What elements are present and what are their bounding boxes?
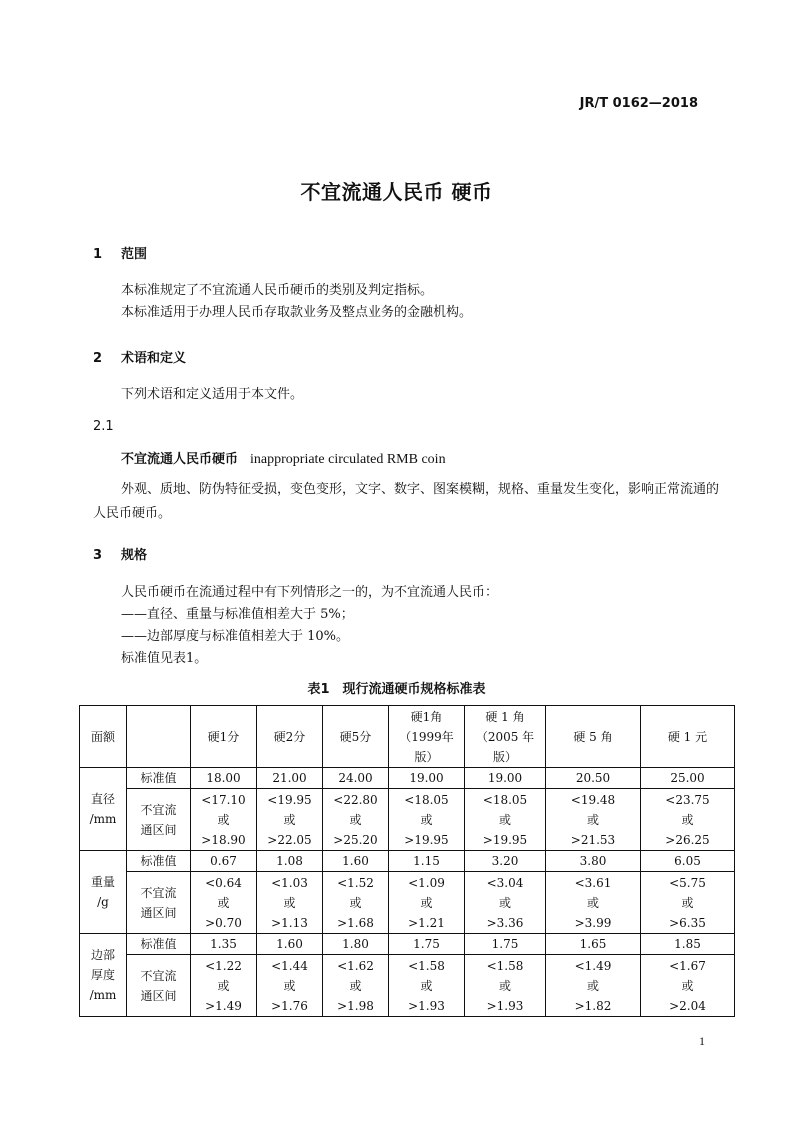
table-row-range bbox=[80, 955, 735, 1017]
header-coin: 硬1角 （1999年 版） bbox=[389, 706, 465, 768]
range-value: <19.48 或 >21.53 bbox=[546, 789, 641, 851]
range-value: <1.03 或 >1.13 bbox=[257, 872, 323, 934]
table-caption: 表1 现行流通硬币规格标准表 bbox=[307, 682, 486, 697]
section-3-heading bbox=[93, 544, 147, 563]
standard-value: 3.80 bbox=[546, 851, 641, 872]
document-title: 不宜流通人民币 硬币 bbox=[300, 180, 493, 204]
range-value: <3.61 或 >3.99 bbox=[546, 872, 641, 934]
header-blank bbox=[127, 706, 191, 768]
standard-value: 1.85 bbox=[641, 934, 735, 955]
standard-value: 25.00 bbox=[641, 768, 735, 789]
standard-value: 1.08 bbox=[257, 851, 323, 872]
standard-value: 1.65 bbox=[546, 934, 641, 955]
spec-paragraph-1: 人民币硬币在流通过程中有下列情形之一的，为不宜流通人民币： bbox=[121, 585, 499, 600]
section-1-heading bbox=[93, 243, 147, 262]
range-value: <1.67 或 >2.04 bbox=[641, 955, 735, 1017]
coin-spec-table bbox=[79, 705, 735, 1017]
spec-paragraph-2: ——直径、重量与标准值相差大于 5%； bbox=[121, 607, 354, 622]
standard-value: 19.00 bbox=[389, 768, 465, 789]
range-value: <5.75 或 >6.35 bbox=[641, 872, 735, 934]
header-denomination: 面额 bbox=[80, 706, 127, 768]
range-value: <3.04 或 >3.36 bbox=[465, 872, 546, 934]
range-value: <17.10 或 >18.90 bbox=[191, 789, 257, 851]
range-value: <1.58 或 >1.93 bbox=[389, 955, 465, 1017]
section-number: 3 bbox=[93, 548, 103, 563]
table-header-row bbox=[80, 706, 735, 768]
range-value: <0.64 或 >0.70 bbox=[191, 872, 257, 934]
range-value: <1.09 或 >1.21 bbox=[389, 872, 465, 934]
term-english: inappropriate circulated RMB coin bbox=[250, 452, 446, 467]
standard-label: 标准值 bbox=[127, 934, 191, 955]
term-definition: 外观、质地、防伪特征受损，变色变形，文字、数字、图案模糊，规格、重量发生变化，影响正常流通的人民币硬币。 bbox=[93, 482, 720, 521]
range-value: <1.22 或 >1.49 bbox=[191, 955, 257, 1017]
section-title: 术语和定义 bbox=[121, 351, 187, 366]
standard-number: JR/T 0162—2018 bbox=[579, 96, 698, 111]
standard-label: 标准值 bbox=[127, 851, 191, 872]
range-label: 不宜流 通区间 bbox=[127, 789, 191, 851]
range-label: 不宜流 通区间 bbox=[127, 872, 191, 934]
standard-value: 1.35 bbox=[191, 934, 257, 955]
header-coin: 硬1分 bbox=[191, 706, 257, 768]
range-value: <1.58 或 >1.93 bbox=[465, 955, 546, 1017]
standard-label: 标准值 bbox=[127, 768, 191, 789]
standard-value: 20.50 bbox=[546, 768, 641, 789]
section-title: 规格 bbox=[121, 548, 148, 563]
group-label: 直径 /mm bbox=[80, 768, 127, 851]
standard-value: 1.80 bbox=[323, 934, 389, 955]
range-value: <1.44 或 >1.76 bbox=[257, 955, 323, 1017]
standard-value: 6.05 bbox=[641, 851, 735, 872]
range-value: <19.95 或 >22.05 bbox=[257, 789, 323, 851]
standard-value: 1.75 bbox=[465, 934, 546, 955]
standard-value: 19.00 bbox=[465, 768, 546, 789]
section-number: 1 bbox=[93, 247, 103, 262]
header-coin: 硬 5 角 bbox=[546, 706, 641, 768]
section-number: 2 bbox=[93, 351, 103, 366]
scope-paragraph-1: 本标准规定了不宜流通人民币硬币的类别及判定指标。 bbox=[121, 283, 434, 298]
standard-value: 1.75 bbox=[389, 934, 465, 955]
header-coin: 硬5分 bbox=[323, 706, 389, 768]
table-row-standard bbox=[80, 934, 735, 955]
range-value: <18.05 或 >19.95 bbox=[389, 789, 465, 851]
standard-value: 0.67 bbox=[191, 851, 257, 872]
header-coin: 硬 1 角 （2005 年 版） bbox=[465, 706, 546, 768]
range-value: <18.05 或 >19.95 bbox=[465, 789, 546, 851]
standard-value: 1.60 bbox=[323, 851, 389, 872]
spec-paragraph-4: 标准值见表1。 bbox=[121, 651, 208, 666]
subsection-number: 2.1 bbox=[93, 419, 114, 434]
range-label: 不宜流 通区间 bbox=[127, 955, 191, 1017]
standard-value: 18.00 bbox=[191, 768, 257, 789]
range-value: <1.62 或 >1.98 bbox=[323, 955, 389, 1017]
terms-intro: 下列术语和定义适用于本文件。 bbox=[121, 387, 304, 402]
group-label: 重量 /g bbox=[80, 851, 127, 934]
scope-paragraph-2: 本标准适用于办理人民币存取款业务及整点业务的金融机构。 bbox=[121, 305, 473, 320]
table-row-standard bbox=[80, 768, 735, 789]
page-number: 1 bbox=[699, 1034, 705, 1048]
group-label: 边部 厚度 /mm bbox=[80, 934, 127, 1017]
header-coin: 硬2分 bbox=[257, 706, 323, 768]
table-row-range bbox=[80, 789, 735, 851]
standard-value: 1.15 bbox=[389, 851, 465, 872]
section-2-heading bbox=[93, 347, 186, 366]
header-coin: 硬 1 元 bbox=[641, 706, 735, 768]
range-value: <1.52 或 >1.68 bbox=[323, 872, 389, 934]
term-chinese: 不宜流通人民币硬币 bbox=[121, 452, 239, 467]
table-row-standard bbox=[80, 851, 735, 872]
table-row-range bbox=[80, 872, 735, 934]
range-value: <22.80 或 >25.20 bbox=[323, 789, 389, 851]
term-entry bbox=[121, 450, 446, 469]
standard-value: 1.60 bbox=[257, 934, 323, 955]
range-value: <1.49 或 >1.82 bbox=[546, 955, 641, 1017]
standard-value: 3.20 bbox=[465, 851, 546, 872]
range-value: <23.75 或 >26.25 bbox=[641, 789, 735, 851]
standard-value: 21.00 bbox=[257, 768, 323, 789]
section-title: 范围 bbox=[121, 247, 148, 262]
standard-value: 24.00 bbox=[323, 768, 389, 789]
spec-paragraph-3: ——边部厚度与标准值相差大于 10%。 bbox=[121, 629, 350, 644]
